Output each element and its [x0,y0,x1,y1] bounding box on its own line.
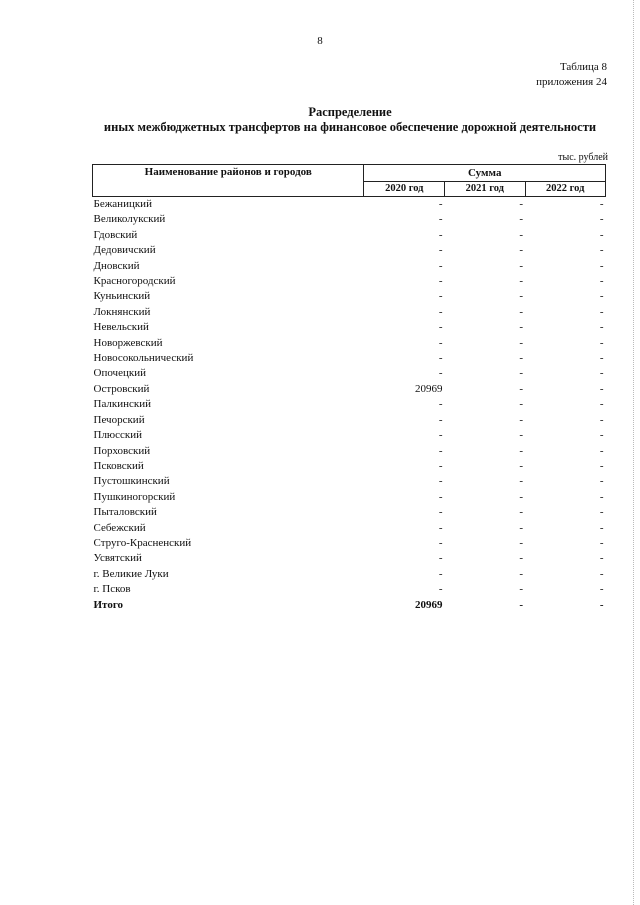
value-2021: - [519,429,523,442]
distribution-table [92,164,606,613]
header-year-2021: 2021 год [445,181,525,196]
value-2021: - [519,459,523,472]
value-2020: - [438,490,443,503]
value-2022: - [599,536,604,549]
district-name: Бежаницкий [93,198,152,210]
value-2021: - [519,275,523,288]
district-name: Новоржевский [93,336,163,349]
value-2022: - [599,583,604,596]
value-2021: - [519,198,523,210]
value-2021: - [519,367,523,380]
district-name: Красногородский [93,275,176,288]
value-2020: - [438,398,443,411]
value-2021: - [519,398,523,411]
value-2020: - [438,275,443,288]
value-2022: - [599,552,604,565]
header-name-column: Наименование районов и городов [93,165,364,197]
table-row [93,459,606,474]
value-2022: - [599,228,604,241]
table-row [93,474,606,489]
value-2022: - [599,429,604,442]
value-2022: - [599,475,604,488]
value-2022: - [599,444,604,457]
value-2020: 20969 [415,382,443,395]
value-2020: - [438,305,443,318]
table-row [93,243,606,258]
table-row [93,259,606,274]
value-2021: - [519,583,523,596]
value-2021: - [519,598,523,611]
table-row [93,289,606,304]
units-label: тыс. рублей [558,152,608,163]
value-2020: - [438,321,443,334]
district-name: Опочецкий [93,367,146,380]
district-name: Гдовский [93,228,138,241]
value-2021: - [519,567,523,580]
value-2020: - [438,459,443,472]
value-2021: - [519,352,523,365]
value-2021: - [519,536,523,549]
document-title [60,105,640,135]
district-name: Великолукский [93,213,166,226]
value-2020: - [438,536,443,549]
value-2022: - [599,198,604,210]
district-name: Псковский [93,459,144,472]
value-2022: - [599,305,604,318]
table-row [93,413,606,428]
header-year-2022: 2022 год [525,181,606,196]
table-row [93,351,606,366]
total-row [93,598,606,613]
value-2021: - [519,305,523,318]
value-2021: - [519,413,523,426]
value-2022: - [599,213,604,226]
table-row [93,212,606,227]
district-name: Дедовичский [93,244,156,257]
table-row [93,505,606,520]
table-row [93,320,606,335]
district-name: Плюсский [93,429,143,442]
value-2022: - [599,567,604,580]
table-row [93,521,606,536]
table-row [93,382,606,397]
value-2020: - [438,290,443,303]
district-name: Порховский [93,444,151,457]
table-row [93,567,606,582]
value-2020: - [438,336,443,349]
table-row [93,582,606,597]
district-name: Палкинский [93,398,152,411]
value-2020: - [438,413,443,426]
value-2021: - [519,259,523,272]
district-name: Куньинский [93,290,151,303]
table-row [93,397,606,412]
value-2020: - [438,475,443,488]
value-2021: - [519,336,523,349]
district-name: Пустошкинский [93,475,170,488]
table-row [93,305,606,320]
table-row [93,551,606,566]
value-2022: - [599,275,604,288]
value-2020: - [438,367,443,380]
value-2021: - [519,244,523,257]
header-sum: Сумма [364,165,606,182]
district-name: Невельский [93,321,149,334]
value-2020: - [438,444,443,457]
table-row [93,336,606,351]
district-name: г. Псков [93,583,131,596]
value-2020: - [438,429,443,442]
value-2022: - [599,413,604,426]
value-2020: - [438,198,443,210]
value-2021: - [519,213,523,226]
district-name: Локнянский [93,305,151,318]
table-reference-line2: приложения 24 [536,76,607,88]
table-row [93,536,606,551]
table-body [93,197,606,613]
district-name: Новосокольнический [93,352,194,365]
district-name: Струго-Красненский [93,536,192,549]
table-row [93,197,606,213]
table-reference-line1: Таблица 8 [559,61,607,73]
district-name: Пушкиногорский [93,490,176,503]
value-2021: - [519,506,523,519]
value-2020: 20969 [415,598,443,611]
value-2021: - [519,382,523,395]
value-2020: - [438,244,443,257]
value-2022: - [599,398,604,411]
page-number: 8 [317,35,323,47]
scan-edge-marks [631,0,634,905]
value-2021: - [519,552,523,565]
value-2022: - [599,382,604,395]
table-row [93,366,606,381]
value-2021: - [519,521,523,534]
table-row [93,228,606,243]
value-2022: - [599,367,604,380]
value-2020: - [438,259,443,272]
value-2021: - [519,490,523,503]
document-title-line2: иных межбюджетных трансфертов на финансовое обеспечение дорожной деятельности [103,120,597,134]
district-name: Усвятский [93,552,142,565]
value-2022: - [599,244,604,257]
value-2022: - [599,259,604,272]
district-name: Пыталовский [93,506,157,519]
table-row [93,444,606,459]
value-2020: - [438,552,443,565]
value-2021: - [519,444,523,457]
value-2022: - [599,598,604,611]
document-title-line1: Распределение [308,105,392,119]
value-2022: - [599,490,604,503]
table-row [93,428,606,443]
value-2020: - [438,506,443,519]
value-2020: - [438,228,443,241]
value-2022: - [599,321,604,334]
district-name: Себежский [93,521,146,534]
value-2021: - [519,290,523,303]
value-2022: - [599,290,604,303]
district-name: Печорский [93,413,145,426]
district-name: Островский [93,382,150,395]
district-name: Дновский [93,259,140,272]
header-year-2020: 2020 год [364,181,445,196]
table-header [93,165,606,197]
value-2021: - [519,228,523,241]
value-2022: - [599,352,604,365]
value-2020: - [438,567,443,580]
district-name: г. Великие Луки [93,567,169,580]
value-2022: - [599,459,604,472]
table-reference [536,60,607,90]
value-2020: - [438,213,443,226]
value-2022: - [599,506,604,519]
total-label: Итого [93,598,124,611]
value-2022: - [599,521,604,534]
value-2022: - [599,336,604,349]
value-2020: - [438,352,443,365]
value-2020: - [438,583,443,596]
value-2021: - [519,475,523,488]
table-row [93,274,606,289]
value-2021: - [519,321,523,334]
value-2020: - [438,521,443,534]
table-row [93,490,606,505]
